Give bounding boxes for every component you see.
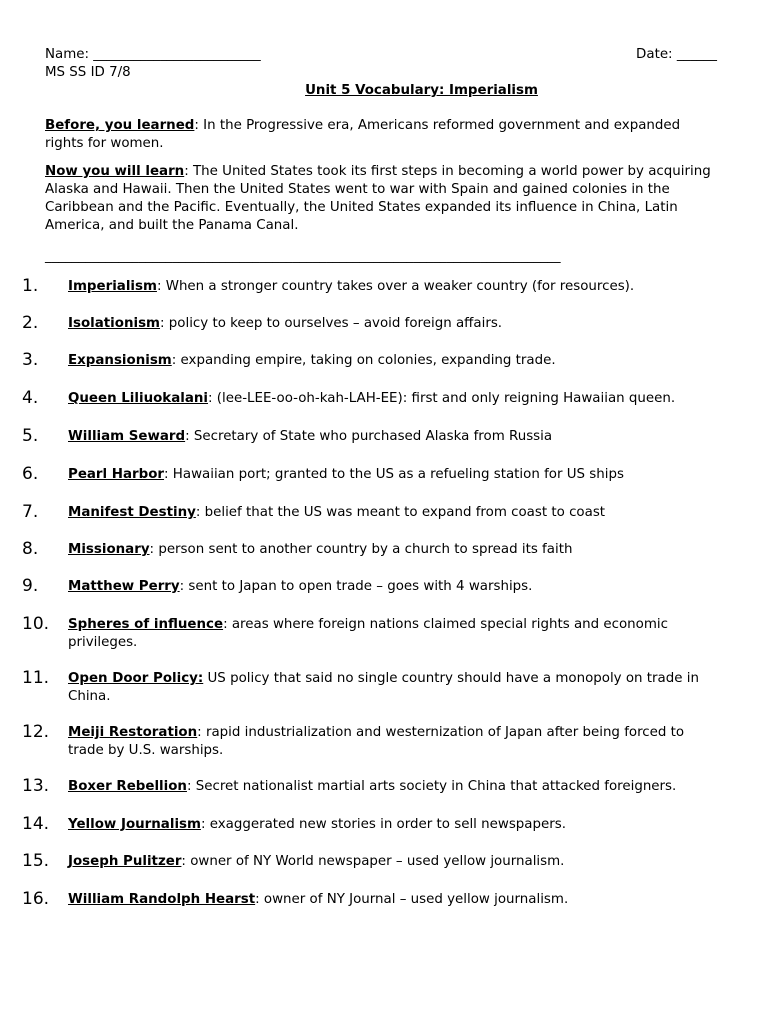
vocab-term: Queen Liliuokalani — [68, 391, 209, 406]
vocab-number: 11. — [22, 668, 50, 688]
vocab-term: Pearl Harbor — [68, 467, 165, 482]
vocab-definition: : When a stronger country takes over a weaker country (for resources). — [156, 279, 635, 294]
vocab-number: 4. — [22, 388, 39, 408]
vocab-entry — [68, 891, 724, 909]
vocab-entry — [68, 315, 724, 333]
vocab-number: 6. — [22, 464, 39, 484]
vocab-term: Yellow Journalism — [68, 817, 201, 832]
vocab-entry — [68, 504, 724, 522]
vocab-entry — [68, 466, 724, 484]
vocab-definition: : sent to Japan to open trade – goes with 4 warships. — [179, 579, 533, 594]
vocab-entry — [68, 428, 724, 446]
vocab-definition: : Secret nationalist martial arts society in China that attacked foreigners. — [186, 779, 677, 794]
vocab-term: Joseph Pulitzer — [68, 854, 182, 869]
intro-now-lead: Now you will learn — [45, 164, 185, 179]
vocab-entry — [68, 670, 724, 706]
vocab-number: 12. — [22, 722, 50, 742]
vocab-number: 9. — [22, 576, 39, 596]
vocab-term: Manifest Destiny — [68, 505, 196, 520]
vocab-number: 7. — [22, 502, 39, 522]
vocab-number: 15. — [22, 851, 50, 871]
vocab-entry — [68, 578, 724, 596]
vocab-entry — [68, 541, 724, 559]
vocab-entry — [68, 816, 724, 834]
vocab-term: Open Door Policy: — [68, 671, 204, 686]
vocab-term: Missionary — [68, 542, 150, 557]
section-divider: _____________________________________________________________________________ — [45, 249, 561, 264]
vocab-number: 3. — [22, 350, 39, 370]
intro-before-paragraph — [45, 117, 717, 153]
intro-now-paragraph — [45, 163, 717, 235]
vocab-number: 14. — [22, 814, 50, 834]
vocab-term: William Randolph Hearst — [68, 892, 256, 907]
vocab-entry — [68, 778, 724, 796]
vocab-number: 16. — [22, 889, 50, 909]
vocab-definition: : Hawaiian port; granted to the US as a refueling station for US ships — [164, 467, 624, 482]
vocab-definition: US policy that said no single country should have a monopoly on trade in China. — [68, 671, 699, 704]
vocab-entry — [68, 278, 724, 296]
vocab-definition: : owner of NY Journal – used yellow journalism. — [255, 892, 569, 907]
vocab-definition: : belief that the US was meant to expand from coast to coast — [195, 505, 606, 520]
vocab-number: 13. — [22, 776, 50, 796]
vocab-term: Imperialism — [68, 279, 157, 294]
intro-before-text: : In the Progressive era, Americans reformed government and expanded rights for women. — [45, 118, 681, 151]
vocab-term: Meiji Restoration — [68, 725, 198, 740]
vocab-number: 5. — [22, 426, 39, 446]
vocab-definition: : owner of NY World newspaper – used yellow journalism. — [181, 854, 565, 869]
class-code: MS SS ID 7/8 — [45, 65, 131, 80]
header-row — [45, 46, 717, 64]
vocab-term: Matthew Perry — [68, 579, 180, 594]
vocab-term: Boxer Rebellion — [68, 779, 187, 794]
vocab-term: Expansionism — [68, 353, 172, 368]
page-title: Unit 5 Vocabulary: Imperialism — [305, 83, 538, 98]
vocab-number: 1. — [22, 276, 39, 296]
vocab-definition: : expanding empire, taking on colonies, expanding trade. — [171, 353, 556, 368]
name-field: Name: _________________________ — [45, 47, 261, 62]
vocab-definition: : Secretary of State who purchased Alaska from Russia — [185, 429, 553, 444]
intro-now-text: : The United States took its first steps in becoming a world power by acquiring Alaska and Hawaii. Then the United States went to war with Spain and gained colonies in the Caribbean and the Pacific. Eventually, the United States expanded its influence in China, Latin America, and built the Panama Canal. — [45, 164, 711, 233]
vocab-term: Spheres of influence — [68, 617, 224, 632]
vocab-definition: : areas where foreign nations claimed special rights and economic privileges. — [68, 617, 668, 650]
vocab-entry — [68, 724, 724, 760]
vocab-definition: : policy to keep to ourselves – avoid foreign affairs. — [160, 316, 503, 331]
vocab-entry — [68, 390, 724, 408]
vocab-number: 2. — [22, 313, 39, 333]
intro-before-lead: Before, you learned — [45, 118, 195, 133]
vocab-entry — [68, 853, 724, 871]
vocab-entry — [68, 352, 724, 370]
vocab-number: 8. — [22, 539, 39, 559]
vocab-number: 10. — [22, 614, 50, 634]
vocab-definition: : person sent to another country by a church to spread its faith — [149, 542, 573, 557]
vocab-term: William Seward — [68, 429, 186, 444]
vocab-entry — [68, 616, 724, 652]
date-field: Date: ______ — [636, 47, 717, 62]
vocab-definition: : rapid industrialization and westernization of Japan after being forced to trade by U.S. warships. — [68, 725, 685, 758]
vocab-definition: : (lee-LEE-oo-oh-kah-LAH-EE): first and only reigning Hawaiian queen. — [208, 391, 676, 406]
vocab-definition: : exaggerated new stories in order to sell newspapers. — [200, 817, 566, 832]
vocab-term: Isolationism — [68, 316, 161, 331]
